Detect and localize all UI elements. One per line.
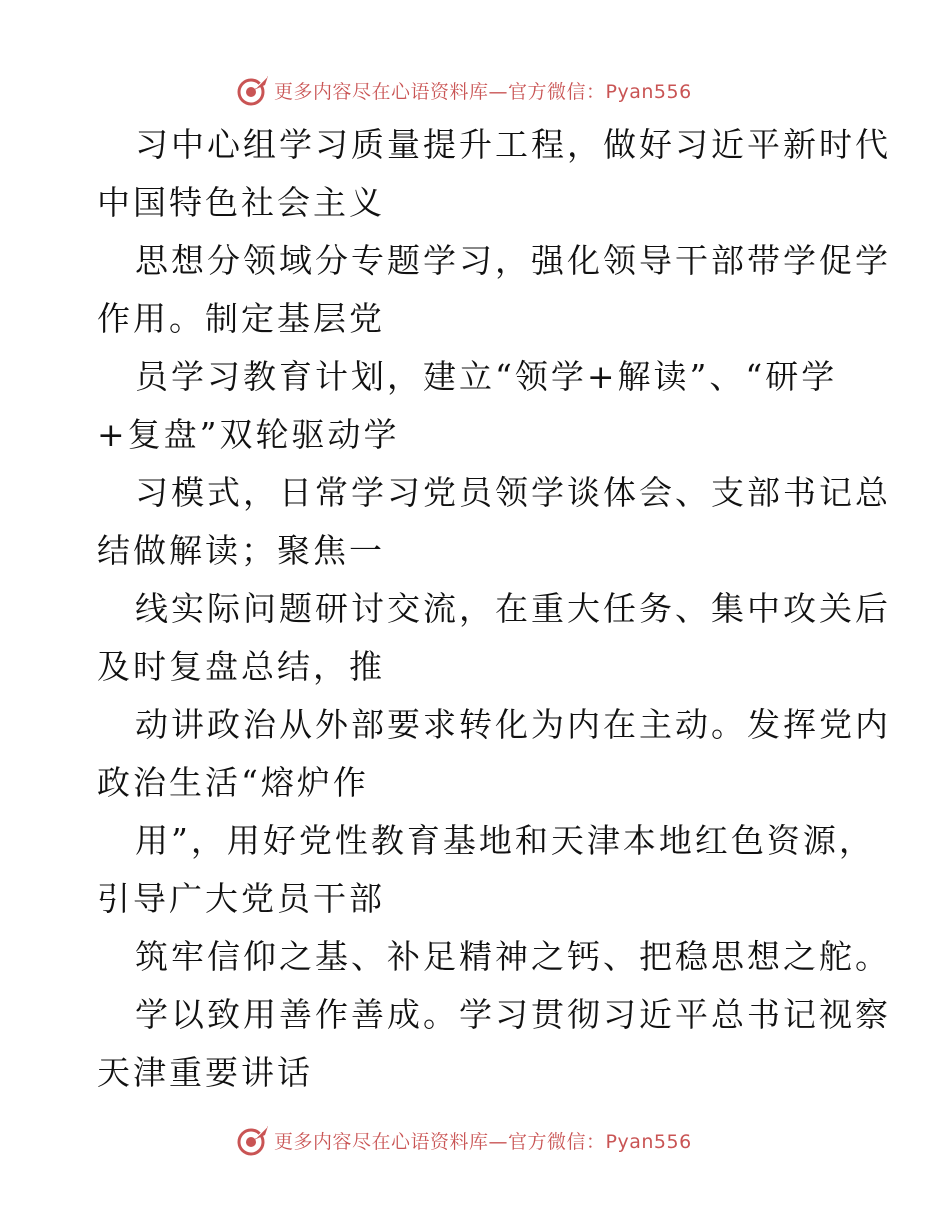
text-line: +复盘”双轮驱动学 [97, 415, 400, 454]
text-line: 员学习教育计划，建立“领学+解读”、“研学 [135, 357, 838, 396]
text-line: 线实际问题研讨交流，在重大任务、集中攻关后 [135, 589, 891, 628]
text-line: 天津重要讲话 [97, 1053, 313, 1092]
text-line: 及时复盘总结，推 [97, 647, 385, 686]
text-line: 学以致用善作善成。学习贯彻习近平总书记视察 [135, 995, 891, 1034]
text-line: 结做解读；聚焦一 [97, 531, 385, 570]
document-body [97, 116, 891, 1102]
text-line: 习中心组学习质量提升工程，做好习近平新时代 [135, 125, 891, 164]
text-line: 用”，用好党性教育基地和天津本地红色资源， [135, 821, 875, 860]
text-line: 中国特色社会主义 [97, 183, 385, 222]
text-line: 政治生活“熔炉作 [97, 763, 369, 802]
quill-pen-logo-icon [236, 73, 270, 107]
text-line: 思想分领域分专题学习，强化领导干部带学促学 [135, 241, 891, 280]
text-line: 引导广大党员干部 [97, 879, 385, 918]
header-banner [236, 72, 692, 108]
quill-pen-logo-icon [236, 1123, 270, 1157]
footer-banner-text: 更多内容尽在心语资料库—官方微信：Pyan556 [274, 1130, 692, 1153]
text-line: 习模式，日常学习党员领学谈体会、支部书记总 [135, 473, 891, 512]
footer-banner [236, 1122, 692, 1158]
text-line: 筑牢信仰之基、补足精神之钙、把稳思想之舵。 [135, 937, 891, 976]
text-line: 动讲政治从外部要求转化为内在主动。发挥党内 [135, 705, 891, 744]
header-banner-text: 更多内容尽在心语资料库—官方微信：Pyan556 [274, 80, 692, 103]
text-line: 作用。制定基层党 [97, 299, 385, 338]
